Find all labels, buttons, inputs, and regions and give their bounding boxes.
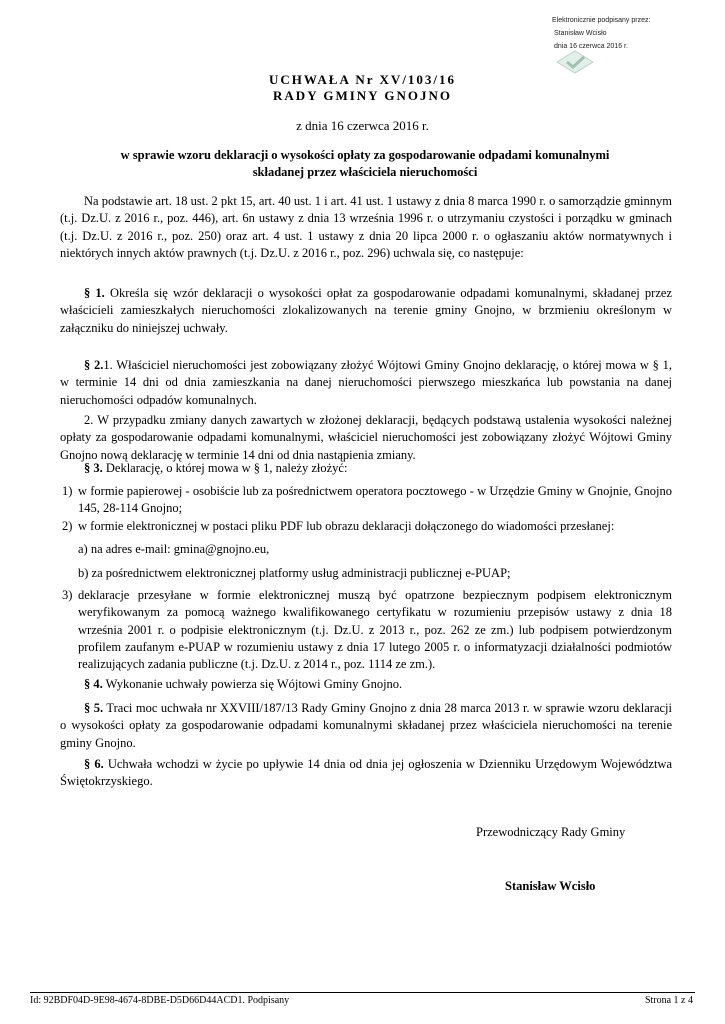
section-1-text: Określa się wzór deklaracji o wysokości opłat za gospodarowanie odpadami komunalnymi, składanej przez właścicieli zamieszkałych nieruchomości zlokalizowanych na terenie gminy Gnojno, w brzmieniu określonym w załączniku do niniejszej uchwały. — [60, 286, 672, 335]
signature-date: dnia 16 czerwca 2016 r. — [554, 43, 628, 50]
resolution-title: UCHWAŁA Nr XV/103/16 — [268, 72, 457, 87]
list-item-number: 1) — [62, 484, 73, 498]
section-4-text: Wykonanie uchwały powierza się Wójtowi Gminy Gnojno. — [105, 677, 403, 691]
sub-item-b: b) za pośrednictwem elektronicznej platformy usług administracji publicznej e-PUAP; — [78, 566, 511, 580]
list-item-number: 3) — [62, 588, 73, 602]
section-2 — [60, 357, 672, 409]
subject-line-1: w sprawie wzoru deklaracji o wysokości opłaty za gospodarowanie odpadami komunalnymi — [120, 148, 610, 162]
council-name: RADY GMINY GNOJNO — [273, 88, 452, 103]
list-item — [62, 587, 672, 673]
section-2-text: 1. Właściciel nieruchomości jest zobowiązany złożyć Wójtowi Gminy Gnojno deklarację, o której mowa w § 1, w terminie 14 dni od dnia zamieszkania na danej nieruchomości pierwszego mieszkańca lub powstania na danej nieruchomości odpadów komunalnych. — [60, 358, 672, 407]
subject-line-2: składanej przez właściciela nieruchomości — [252, 165, 478, 179]
sub-item-a: a) na adres e-mail: gmina@gnojno.eu, — [78, 542, 270, 556]
section-2-paragraph-2: 2. W przypadku zmiany danych zawartych w złożonej deklaracji, będących podstawą ustalenia wysokości należnej opłaty za gospodarowanie odpadami komunalnymi, właściciel nieruchomości jest zobowiązany złożyć Wójtowi Gminy Gnojno nową deklarację w terminie 14 dni od dnia nastąpienia zmiany. — [60, 413, 672, 462]
document-id: Id: 92BDF04D-9E98-4674-8DBE-D5D66D44ACD1. Podpisany — [30, 995, 290, 1006]
page-number: Strona 1 z 4 — [644, 995, 693, 1006]
signature-name: Stanisław Wcisło — [554, 30, 607, 37]
section-4 — [60, 676, 672, 693]
list-item-text: w formie elektronicznej w postaci pliku PDF lub obrazu deklaracji dołączonego do wiadomości przesłanej: — [78, 519, 615, 533]
section-6 — [60, 756, 672, 791]
resolution-subject — [60, 147, 670, 181]
section-5-text: Traci moc uchwała nr XXVIII/187/13 Rady Gminy Gnojno z dnia 28 marca 2013 r. w sprawie wzoru deklaracji o wysokości opłaty za gospodarowanie odpadami komunalnymi składanej przez właściciela nieruchomości na terenie gminy Gnojno. — [60, 701, 672, 750]
section-3 — [60, 460, 672, 477]
resolution-date: z dnia 16 czerwca 2016 r. — [296, 118, 429, 133]
signature-label: Elektronicznie podpisany przez: — [552, 17, 651, 24]
list-item-number: 2) — [62, 519, 73, 533]
section-3-mark: § 3. — [84, 461, 103, 475]
section-5-mark: § 5. — [84, 701, 104, 715]
list-item — [62, 518, 672, 535]
preamble: Na podstawie art. 18 ust. 2 pkt 15, art. 40 ust. 1 i art. 41 ust. 1 ustawy z dnia 8 marca 1990 r. o samorządzie gminnym (t.j. Dz.U. z 2016 r., poz. 446), art. 6n ustawy z dnia 13 września 1996 r. o utrzymaniu czystości i porządku w gminach (t.j. Dz.U. z 2016 r., poz. 250) oraz art. 4 ust. 1 ustawy z dnia 20 lipca 2000 r. o ogłaszaniu aktów normatywnych i niektórych innych aktów prawnych (t.j. Dz.U. z 2016 r., poz. 296) uchwala się, co następuje: — [60, 194, 672, 260]
section-6-mark: § 6. — [84, 757, 104, 771]
list-item-text: w formie papierowej - osobiście lub za pośrednictwem operatora pocztowego - w Urzędzie Gminy w Gnojnie, Gnojno 145, 28-114 Gnojno; — [78, 484, 672, 516]
section-5 — [60, 700, 672, 752]
signature-check-icon — [556, 50, 594, 74]
section-4-mark: § 4. — [84, 677, 103, 691]
chairman-title: Przewodniczący Rady Gminy — [476, 825, 626, 839]
electronic-signature-block — [552, 14, 650, 53]
footer-divider — [30, 992, 695, 993]
section-2-mark: § 2. — [84, 358, 104, 372]
section-6-text: Uchwała wchodzi w życie po upływie 14 dnia od dnia jej ogłoszenia w Dzienniku Urzędowym Województwa Świętokrzyskiego. — [60, 757, 672, 789]
chairman-name: Stanisław Wcisło — [505, 879, 596, 893]
list-item-text: deklaracje przesyłane w formie elektronicznej muszą być opatrzone bezpiecznym podpisem elektronicznym weryfikowanym za pomocą ważnego kwalifikowanego certyfikatu w rozumieniu przepisów ustawy z dnia 18 września 2001 r. o podpisie elektronicznym (t.j. Dz.U. z 2013 r., poz. 262 ze zm.) lub podpisem potwierdzonym profilem zaufanym e-PUAP w rozumieniu ustawy z dnia 17 lutego 2005 r. o informatyzacji działalności podmiotów realizujących zadania publiczne (t.j. Dz.U. z 2014 r., poz. 1114 ze zm.). — [78, 588, 672, 672]
section-1-mark: § 1. — [84, 286, 105, 300]
section-3-text: Deklarację, o której mowa w § 1, należy złożyć: — [105, 461, 348, 475]
list-item — [62, 483, 672, 518]
section-1 — [60, 285, 672, 337]
